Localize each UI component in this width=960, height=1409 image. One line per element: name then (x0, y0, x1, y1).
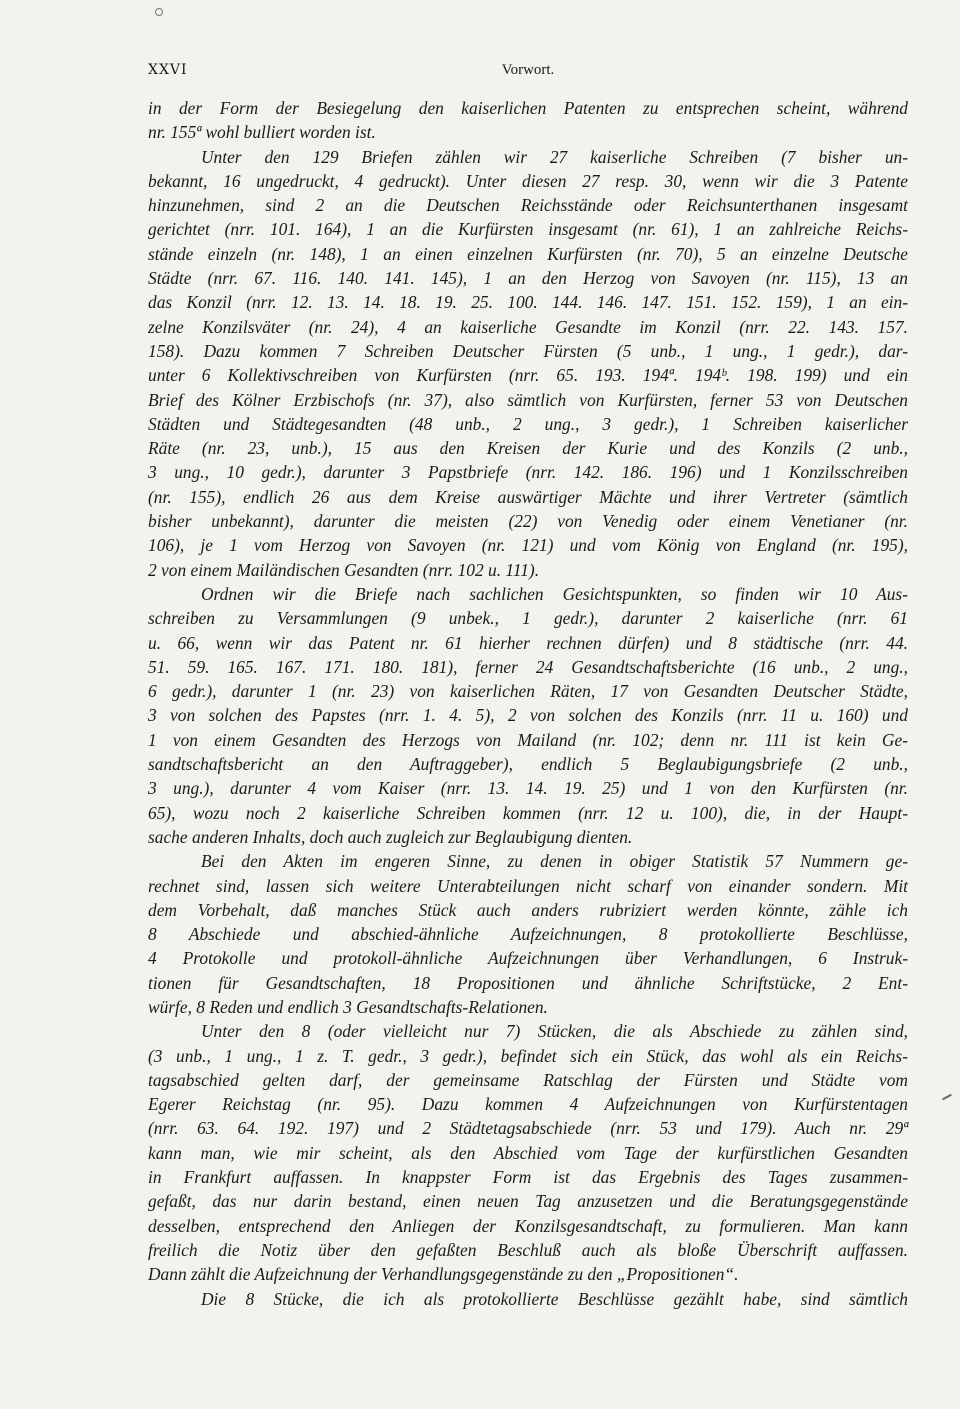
body-text (148, 96, 908, 1311)
text-line: Räte (nr. 23, unb.), 15 aus den Kreisen der Kurie und des Konzils (2 unb., (148, 438, 908, 459)
text-line: hinzunehmen, sind 2 an die Deutschen Reichsstände oder Reichsunterthanen insgesamt (148, 195, 908, 216)
text-line: 65), wozu noch 2 kaiserliche Schreiben kommen (nrr. 12 u. 100), die, in der Haupt- (148, 802, 908, 823)
text-line: dem Vorbehalt, daß manches Stück auch anders rubriziert werden könnte, zähle ich (148, 899, 908, 920)
text-line: 8 Abschiede und abschied-ähnliche Aufzeichnungen, 8 protokollierte Beschlüsse, (148, 924, 908, 945)
text-line: 51. 59. 165. 167. 171. 180. 181), ferner 24 Gesandtschaftsberichte (16 unb., 2 ung., (148, 656, 908, 677)
text-line: rechnet sind, lassen sich weitere Unterabteilungen nicht scharf von einander sondern. Mit (148, 875, 908, 896)
text-line: tagsabschied gelten darf, der gemeinsame Ratschlag der Fürsten und Städte vom (148, 1069, 908, 1090)
text-line: bisher unbekannt), darunter die meisten (22) von Venedig oder einem Venetianer (nr. (148, 511, 908, 532)
text-line: schreiben zu Versammlungen (9 unbek., 1 gedr.), darunter 2 kaiserliche (nrr. 61 (148, 608, 908, 629)
text-line: zelne Konzilsväter (nr. 24), 4 an kaiserliche Gesandte im Konzil (nrr. 22. 143. 157. (148, 316, 908, 337)
text-line: Die 8 Stücke, die ich als protokollierte Beschlüsse gezählt habe, sind sämtlich (201, 1288, 908, 1309)
text-line: 106), je 1 vom Herzog von Savoyen (nr. 121) und vom König von England (nr. 195), (148, 535, 908, 556)
text-line: nr. 155ª wohl bulliert worden ist. (148, 122, 376, 143)
text-line: 4 Protokolle und protokoll-ähnliche Aufzeichnungen über Verhandlungen, 6 Instruk- (148, 948, 908, 969)
text-line: freilich die Notiz über den gefaßten Beschluß auch als bloße Überschrift auffassen. (148, 1239, 908, 1260)
text-line: (nr. 155), endlich 26 aus dem Kreise auswärtiger Mächte und ihrer Vertreter (sämtlich (148, 486, 908, 507)
text-line: Unter den 8 (oder vielleicht nur 7) Stücken, die als Abschiede zu zählen sind, (201, 1021, 908, 1042)
text-line: 1 von einem Gesandten des Herzogs von Mailand (nr. 102; denn nr. 111 ist kein Ge- (148, 729, 908, 750)
text-line: 3 von solchen des Papstes (nrr. 1. 4. 5), 2 von solchen des Konzils (nrr. 11 u. 160) und (148, 705, 908, 726)
text-line: Egerer Reichstag (nr. 95). Dazu kommen 4 Aufzeichnungen von Kurfürstentagen (148, 1094, 908, 1115)
text-line: 6 gedr.), darunter 1 (nr. 23) von kaiserlichen Räten, 17 von Gesandten Deutscher Städte, (148, 681, 908, 702)
text-line: desselben, entsprechend den Anliegen der Konzilsgesandtschaft, zu formulieren. Man kann (148, 1215, 908, 1236)
text-line: kann man, wie mir scheint, als den Abschied vom Tage der kurfürstlichen Gesandten (148, 1142, 908, 1163)
text-line: 3 ung., 10 gedr.), darunter 3 Papstbriefe (nrr. 142. 186. 196) und 1 Konzilsschreiben (148, 462, 908, 483)
text-line: Städten und Städtegesandten (48 unb., 2 ung., 3 gedr.), 1 Schreiben kaiserlicher (148, 413, 908, 434)
page-corner-mark (155, 8, 163, 16)
text-line: in der Form der Besiegelung den kaiserlichen Patenten zu entsprechen scheint, während (148, 98, 908, 118)
text-line: sache anderen Inhalts, doch auch zugleich zur Beglaubigung dienten. (148, 826, 633, 847)
text-line: würfe, 8 Reden und endlich 3 Gesandtschafts-Relationen. (148, 996, 548, 1017)
text-line: gerichtet (nrr. 101. 164), 1 an die Kurfürsten insgesamt (nr. 61), 1 an zahlreiche Reichs- (148, 219, 908, 240)
text-line: sandtschaftsbericht an den Auftraggeber), endlich 5 Beglaubigungsbriefe (2 unb., (148, 754, 908, 775)
text-line: bekannt, 16 ungedruckt, 4 gedruckt). Unter diesen 27 resp. 30, wenn wir die 3 Patente (148, 170, 908, 191)
text-line: gefaßt, das nur darin bestand, einen neuen Tag anzusetzen und die Beratungsgegenstände (148, 1191, 908, 1212)
text-line: in Frankfurt auffassen. In knappster Form ist das Ergebnis des Tages zusammen- (148, 1167, 908, 1188)
text-line: Bei den Akten im engeren Sinne, zu denen in obiger Statistik 57 Nummern ge- (201, 851, 908, 872)
text-line: unter 6 Kollektivschreiben von Kurfürsten (nrr. 65. 193. 194ª. 194ᵇ. 198. 199) und ein (148, 365, 908, 386)
text-line: 3 ung.), darunter 4 vom Kaiser (nrr. 13. 14. 19. 25) und 1 von den Kurfürsten (nr. (148, 778, 908, 799)
text-line: u. 66, wenn wir das Patent nr. 61 hierher rechnen dürfen) und 8 städtische (nrr. 44. (148, 632, 908, 653)
text-line: Ordnen wir die Briefe nach sachlichen Gesichtspunkten, so finden wir 10 Aus- (201, 583, 908, 604)
text-line: Brief des Kölner Erzbischofs (nr. 37), also sämtlich von Kurfürsten, ferner 53 von Deutschen (148, 389, 908, 410)
page-header (148, 62, 908, 86)
text-line: 2 von einem Mailändischen Gesandten (nrr. 102 u. 111). (148, 559, 540, 580)
text-line: (3 unb., 1 ung., 1 z. T. gedr., 3 gedr.), befindet sich ein Stück, das wohl als ein Reichs- (148, 1045, 908, 1066)
margin-mark (942, 1094, 952, 1100)
text-line: Unter den 129 Briefen zählen wir 27 kaiserliche Schreiben (7 bisher un- (201, 146, 908, 167)
page-number: XXVI (148, 62, 188, 78)
text-line: das Konzil (nrr. 12. 13. 14. 18. 19. 25. 100. 144. 146. 147. 151. 152. 159), 1 an ein- (148, 292, 908, 313)
text-line: Dann zählt die Aufzeichnung der Verhandlungsgegenstände zu den „Propositionen“. (148, 1264, 739, 1285)
text-line: Städte (nrr. 67. 116. 140. 141. 145), 1 an den Herzog von Savoyen (nr. 115), 13 an (148, 268, 908, 289)
text-line: (nrr. 63. 64. 192. 197) und 2 Städtetagsabschiede (nrr. 53 und 179). Auch nr. 29ª (148, 1118, 908, 1139)
running-title: Vorwort. (501, 62, 555, 78)
text-line: stände einzeln (nr. 148), 1 an einen einzelnen Kurfürsten (nr. 70), 5 an einzelne Deutsche (148, 243, 908, 264)
text-line: 158). Dazu kommen 7 Schreiben Deutscher Fürsten (5 unb., 1 ung., 1 gedr.), dar- (148, 340, 908, 361)
text-line: tionen für Gesandtschaften, 18 Propositionen und ähnliche Schriftstücke, 2 Ent- (148, 972, 908, 993)
